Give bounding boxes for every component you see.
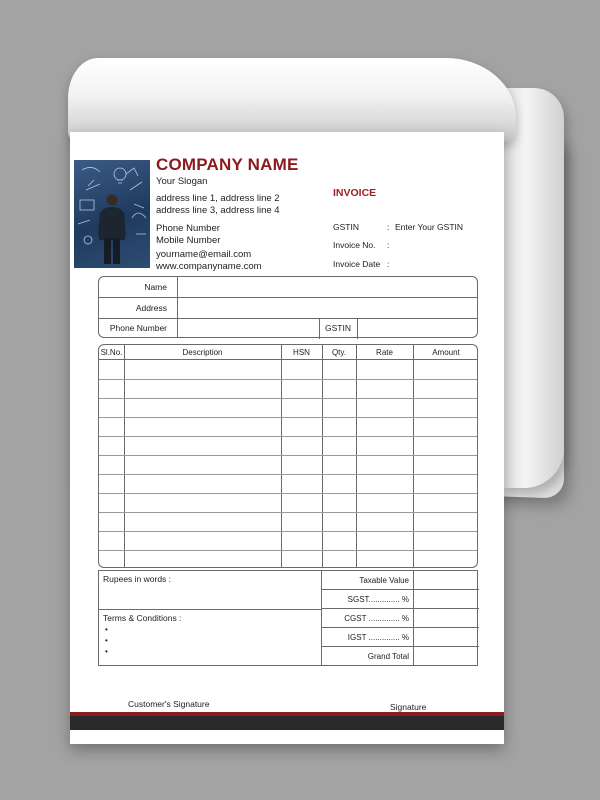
invoice-no-colon: :	[387, 240, 390, 250]
notepad-top-curl	[68, 58, 516, 142]
businessman-illustration	[74, 160, 150, 268]
terms-bullet: •	[105, 625, 108, 634]
customer-address-label: Address	[135, 303, 167, 313]
invoice-no-label: Invoice No.	[333, 240, 376, 250]
businessman-photo	[74, 160, 150, 268]
sgst-label: SGST.............. %	[347, 595, 409, 604]
customer-gstin-label: GSTIN	[325, 323, 351, 333]
col-slno: Sl.No.	[100, 348, 123, 357]
table-row-line	[99, 398, 477, 399]
customer-phone-label: Phone Number	[109, 323, 167, 333]
table-row-line	[99, 379, 477, 380]
table-row-line	[99, 550, 477, 551]
grand-total-label: Grand Total	[367, 652, 409, 661]
terms-bullet: •	[105, 647, 108, 656]
table-row-line	[99, 512, 477, 513]
gstin-field	[333, 222, 464, 232]
items-table	[98, 344, 478, 568]
col-amount: Amount	[432, 348, 460, 357]
totals-row-line	[321, 646, 479, 647]
company-slogan: Your Slogan	[156, 176, 208, 187]
col-hsn: HSN	[293, 348, 310, 357]
table-row-line	[99, 531, 477, 532]
table-row-line	[99, 455, 477, 456]
totals-row-line	[321, 608, 479, 609]
cgst-label: CGST .............. %	[344, 614, 409, 623]
items-table-header	[99, 345, 477, 360]
words-terms-divider	[99, 609, 321, 610]
invoice-date-label: Invoice Date	[333, 259, 381, 269]
company-name: COMPANY NAME	[156, 155, 299, 174]
totals-row-line	[321, 589, 479, 590]
totals-divider	[321, 571, 322, 665]
invoice-date-field	[333, 259, 390, 269]
address-line-1: address line 1, address line 2	[156, 193, 280, 204]
table-row-line	[99, 474, 477, 475]
invoice-date-colon: :	[387, 259, 390, 269]
table-row-line	[99, 417, 477, 418]
customer-name-label: Name	[144, 282, 167, 292]
rupees-in-words-label: Rupees in words :	[103, 574, 172, 584]
totals-row-line	[321, 627, 479, 628]
mobile-number: Mobile Number	[156, 235, 221, 246]
col-description: Description	[182, 348, 223, 357]
terms-bullet: •	[105, 636, 108, 645]
taxable-value-label: Taxable Value	[359, 576, 409, 585]
authorised-signature-label: Signature	[390, 702, 427, 712]
notepad-side-curl	[500, 88, 564, 488]
invoice-title: INVOICE	[333, 187, 377, 199]
customer-address-row[interactable]	[99, 298, 477, 319]
address-line-2: address line 3, address line 4	[156, 205, 280, 216]
phone-number: Phone Number	[156, 223, 220, 234]
col-rate: Rate	[376, 348, 393, 357]
igst-label: IGST .............. %	[347, 633, 409, 642]
table-row-line	[99, 493, 477, 494]
gstin-value: Enter Your GSTIN	[395, 222, 464, 232]
footer-dark-band	[70, 716, 504, 730]
email: yourname@email.com	[156, 249, 252, 260]
table-row-line	[99, 436, 477, 437]
col-qty: Qty.	[331, 348, 347, 357]
gstin-value-divider	[357, 318, 358, 339]
gstin-colon: :	[387, 222, 390, 232]
totals-divider	[413, 571, 414, 665]
customer-details-box	[98, 276, 478, 338]
totals-section	[98, 570, 478, 666]
invoice-sheet	[70, 132, 504, 744]
gstin-label: GSTIN	[333, 222, 359, 232]
phone-gstin-divider	[319, 318, 320, 339]
customer-phone-row[interactable]	[99, 318, 477, 339]
customer-signature-label: Customer's Signature	[128, 699, 210, 709]
website: www.companyname.com	[156, 261, 262, 272]
terms-label: Terms & Conditions :	[103, 613, 182, 623]
customer-name-row[interactable]	[99, 277, 477, 298]
invoice-no-field	[333, 240, 390, 250]
